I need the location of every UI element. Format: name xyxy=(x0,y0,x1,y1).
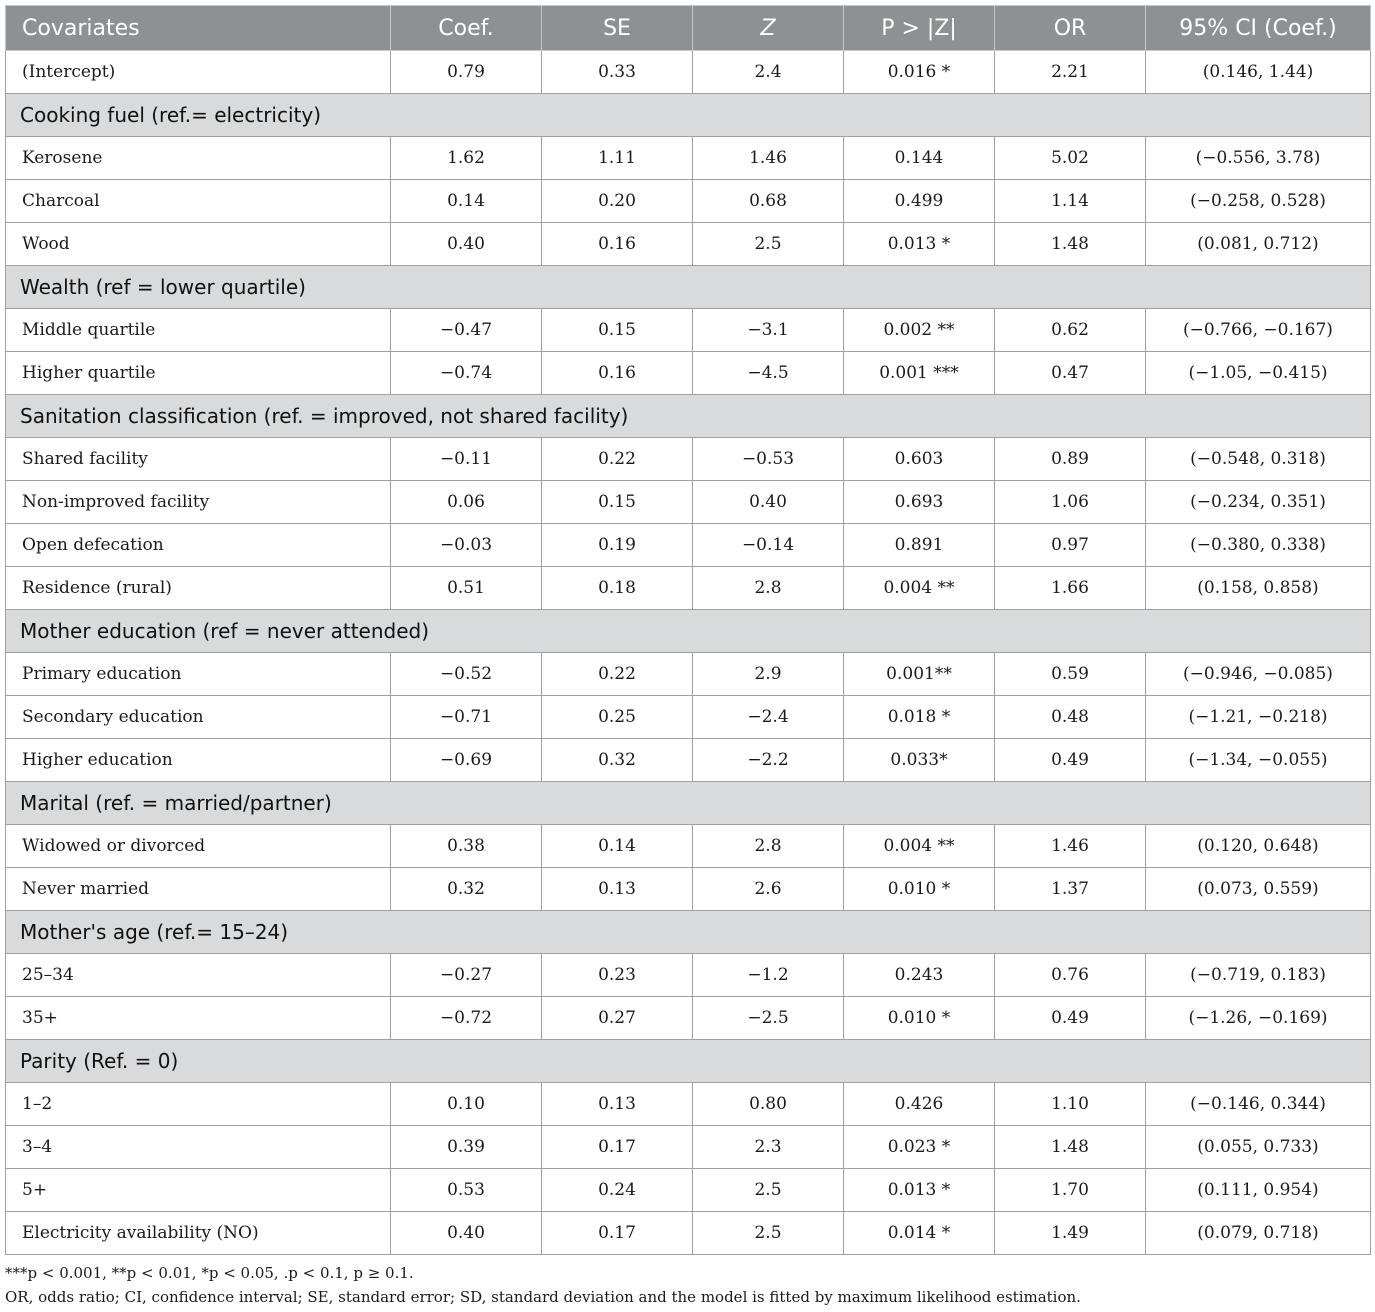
table-row xyxy=(6,954,1371,997)
table-row xyxy=(6,997,1371,1040)
table-row xyxy=(6,1126,1371,1169)
p-value-cell: 0.010 * xyxy=(844,997,995,1040)
se-cell: 0.16 xyxy=(542,352,693,395)
p-value-cell: 0.013 * xyxy=(844,223,995,266)
ci-cell: (−1.21, −0.218) xyxy=(1146,696,1371,739)
section-header-row xyxy=(6,266,1371,309)
se-cell: 0.15 xyxy=(542,309,693,352)
se-cell: 0.14 xyxy=(542,825,693,868)
coef-cell: −0.69 xyxy=(391,739,542,782)
table-row xyxy=(6,567,1371,610)
or-cell: 0.49 xyxy=(995,997,1146,1040)
se-cell: 0.13 xyxy=(542,1083,693,1126)
table-row xyxy=(6,653,1371,696)
or-cell: 0.62 xyxy=(995,309,1146,352)
p-value-cell: 0.016 * xyxy=(844,51,995,94)
coef-cell: 0.79 xyxy=(391,51,542,94)
z-cell: −0.53 xyxy=(693,438,844,481)
covariate-cell: Open defecation xyxy=(6,524,391,567)
or-cell: 0.97 xyxy=(995,524,1146,567)
table-row xyxy=(6,137,1371,180)
covariate-cell: 3–4 xyxy=(6,1126,391,1169)
coef-cell: 0.40 xyxy=(391,223,542,266)
covariate-cell: Wood xyxy=(6,223,391,266)
z-cell: 2.6 xyxy=(693,868,844,911)
ci-cell: (−0.766, −0.167) xyxy=(1146,309,1371,352)
coef-cell: 0.14 xyxy=(391,180,542,223)
coef-cell: 0.51 xyxy=(391,567,542,610)
z-cell: 0.40 xyxy=(693,481,844,524)
table-row xyxy=(6,524,1371,567)
regression-table xyxy=(5,5,1371,1255)
covariate-cell: Non-improved facility xyxy=(6,481,391,524)
covariate-cell: 1–2 xyxy=(6,1083,391,1126)
covariate-cell: Higher education xyxy=(6,739,391,782)
coef-cell: −0.52 xyxy=(391,653,542,696)
se-cell: 0.27 xyxy=(542,997,693,1040)
or-cell: 1.48 xyxy=(995,223,1146,266)
covariate-cell: Primary education xyxy=(6,653,391,696)
se-cell: 0.20 xyxy=(542,180,693,223)
ci-cell: (−1.05, −0.415) xyxy=(1146,352,1371,395)
se-cell: 0.16 xyxy=(542,223,693,266)
coef-cell: −0.03 xyxy=(391,524,542,567)
coef-cell: −0.74 xyxy=(391,352,542,395)
section-label: Marital (ref. = married/partner) xyxy=(6,782,1371,825)
z-cell: −0.14 xyxy=(693,524,844,567)
z-cell: 2.5 xyxy=(693,1212,844,1255)
p-value-cell: 0.004 ** xyxy=(844,567,995,610)
or-cell: 1.70 xyxy=(995,1169,1146,1212)
table-row xyxy=(6,180,1371,223)
ci-cell: (−1.26, −0.169) xyxy=(1146,997,1371,1040)
regression-table-figure xyxy=(5,5,1370,1309)
section-label: Parity (Ref. = 0) xyxy=(6,1040,1371,1083)
section-header-row xyxy=(6,395,1371,438)
se-cell: 0.25 xyxy=(542,696,693,739)
p-value-cell: 0.004 ** xyxy=(844,825,995,868)
or-cell: 0.48 xyxy=(995,696,1146,739)
table-row xyxy=(6,696,1371,739)
header-coef: Coef. xyxy=(391,6,542,51)
or-cell: 0.47 xyxy=(995,352,1146,395)
coef-cell: −0.71 xyxy=(391,696,542,739)
or-cell: 1.49 xyxy=(995,1212,1146,1255)
p-value-cell: 0.891 xyxy=(844,524,995,567)
z-cell: 2.4 xyxy=(693,51,844,94)
p-value-cell: 0.693 xyxy=(844,481,995,524)
p-value-cell: 0.426 xyxy=(844,1083,995,1126)
table-footnotes xyxy=(5,1261,1370,1309)
or-cell: 1.66 xyxy=(995,567,1146,610)
coef-cell: −0.27 xyxy=(391,954,542,997)
or-cell: 0.89 xyxy=(995,438,1146,481)
header-or: OR xyxy=(995,6,1146,51)
ci-cell: (−0.556, 3.78) xyxy=(1146,137,1371,180)
table-row xyxy=(6,481,1371,524)
ci-cell: (−0.719, 0.183) xyxy=(1146,954,1371,997)
table-row xyxy=(6,868,1371,911)
covariate-cell: Electricity availability (NO) xyxy=(6,1212,391,1255)
header-ci: 95% CI (Coef.) xyxy=(1146,6,1371,51)
ci-cell: (−0.548, 0.318) xyxy=(1146,438,1371,481)
se-cell: 0.17 xyxy=(542,1212,693,1255)
table-row xyxy=(6,438,1371,481)
ci-cell: (0.055, 0.733) xyxy=(1146,1126,1371,1169)
ci-cell: (0.073, 0.559) xyxy=(1146,868,1371,911)
p-value-cell: 0.001 *** xyxy=(844,352,995,395)
or-cell: 1.48 xyxy=(995,1126,1146,1169)
p-value-cell: 0.033* xyxy=(844,739,995,782)
ci-cell: (−0.234, 0.351) xyxy=(1146,481,1371,524)
coef-cell: −0.47 xyxy=(391,309,542,352)
z-cell: −2.5 xyxy=(693,997,844,1040)
p-value-cell: 0.001** xyxy=(844,653,995,696)
ci-cell: (0.081, 0.712) xyxy=(1146,223,1371,266)
or-cell: 5.02 xyxy=(995,137,1146,180)
covariate-cell: 35+ xyxy=(6,997,391,1040)
p-value-cell: 0.013 * xyxy=(844,1169,995,1212)
ci-cell: (−0.946, −0.085) xyxy=(1146,653,1371,696)
p-value-cell: 0.144 xyxy=(844,137,995,180)
or-cell: 1.10 xyxy=(995,1083,1146,1126)
footnote-significance: ***p < 0.001, **p < 0.01, *p < 0.05, .p < 0.1, p ≥ 0.1. xyxy=(5,1264,414,1282)
section-header-row xyxy=(6,94,1371,137)
p-value-cell: 0.603 xyxy=(844,438,995,481)
p-value-cell: 0.018 * xyxy=(844,696,995,739)
table-row xyxy=(6,825,1371,868)
se-cell: 0.24 xyxy=(542,1169,693,1212)
section-label: Cooking fuel (ref.= electricity) xyxy=(6,94,1371,137)
z-cell: 0.80 xyxy=(693,1083,844,1126)
ci-cell: (−0.146, 0.344) xyxy=(1146,1083,1371,1126)
covariate-cell: Higher quartile xyxy=(6,352,391,395)
table-row xyxy=(6,352,1371,395)
or-cell: 1.06 xyxy=(995,481,1146,524)
z-cell: 2.8 xyxy=(693,567,844,610)
or-cell: 0.76 xyxy=(995,954,1146,997)
ci-cell: (0.158, 0.858) xyxy=(1146,567,1371,610)
section-label: Sanitation classification (ref. = improved, not shared facility) xyxy=(6,395,1371,438)
covariate-cell: 5+ xyxy=(6,1169,391,1212)
coef-cell: 0.32 xyxy=(391,868,542,911)
or-cell: 1.14 xyxy=(995,180,1146,223)
se-cell: 0.13 xyxy=(542,868,693,911)
se-cell: 0.23 xyxy=(542,954,693,997)
z-cell: −4.5 xyxy=(693,352,844,395)
table-row xyxy=(6,223,1371,266)
table-header-row xyxy=(6,6,1371,51)
coef-cell: −0.72 xyxy=(391,997,542,1040)
ci-cell: (−0.380, 0.338) xyxy=(1146,524,1371,567)
section-label: Wealth (ref = lower quartile) xyxy=(6,266,1371,309)
z-cell: −2.2 xyxy=(693,739,844,782)
footnote-abbreviations: OR, odds ratio; CI, confidence interval; SE, standard error; SD, standard deviation and the model is fitted by maximum likelihood estimation. xyxy=(5,1288,1081,1306)
section-header-row xyxy=(6,782,1371,825)
p-value-cell: 0.023 * xyxy=(844,1126,995,1169)
z-cell: 2.5 xyxy=(693,1169,844,1212)
or-cell: 1.37 xyxy=(995,868,1146,911)
table-row xyxy=(6,739,1371,782)
covariate-cell: Secondary education xyxy=(6,696,391,739)
ci-cell: (−1.34, −0.055) xyxy=(1146,739,1371,782)
se-cell: 0.18 xyxy=(542,567,693,610)
ci-cell: (0.079, 0.718) xyxy=(1146,1212,1371,1255)
ci-cell: (0.120, 0.648) xyxy=(1146,825,1371,868)
section-header-row xyxy=(6,610,1371,653)
z-cell: −2.4 xyxy=(693,696,844,739)
covariate-cell: Charcoal xyxy=(6,180,391,223)
se-cell: 0.19 xyxy=(542,524,693,567)
coef-cell: 1.62 xyxy=(391,137,542,180)
p-value-cell: 0.002 ** xyxy=(844,309,995,352)
section-header-row xyxy=(6,1040,1371,1083)
z-cell: 0.68 xyxy=(693,180,844,223)
section-header-row xyxy=(6,911,1371,954)
coef-cell: 0.53 xyxy=(391,1169,542,1212)
table-row xyxy=(6,1083,1371,1126)
header-z: Z xyxy=(693,6,844,51)
coef-cell: 0.10 xyxy=(391,1083,542,1126)
coef-cell: 0.39 xyxy=(391,1126,542,1169)
se-cell: 0.32 xyxy=(542,739,693,782)
z-cell: 2.5 xyxy=(693,223,844,266)
z-cell: 2.9 xyxy=(693,653,844,696)
z-cell: 2.8 xyxy=(693,825,844,868)
section-label: Mother education (ref = never attended) xyxy=(6,610,1371,653)
z-cell: 1.46 xyxy=(693,137,844,180)
ci-cell: (0.146, 1.44) xyxy=(1146,51,1371,94)
table-body xyxy=(6,51,1371,1255)
covariate-cell: Kerosene xyxy=(6,137,391,180)
z-cell: −1.2 xyxy=(693,954,844,997)
header-p-value: P > |Z| xyxy=(844,6,995,51)
coef-cell: 0.06 xyxy=(391,481,542,524)
covariate-cell: 25–34 xyxy=(6,954,391,997)
coef-cell: 0.38 xyxy=(391,825,542,868)
section-label: Mother's age (ref.= 15–24) xyxy=(6,911,1371,954)
se-cell: 0.22 xyxy=(542,653,693,696)
or-cell: 1.46 xyxy=(995,825,1146,868)
table-row xyxy=(6,309,1371,352)
se-cell: 0.22 xyxy=(542,438,693,481)
z-cell: 2.3 xyxy=(693,1126,844,1169)
coef-cell: 0.40 xyxy=(391,1212,542,1255)
ci-cell: (0.111, 0.954) xyxy=(1146,1169,1371,1212)
coef-cell: −0.11 xyxy=(391,438,542,481)
covariate-cell: Never married xyxy=(6,868,391,911)
covariate-cell: Widowed or divorced xyxy=(6,825,391,868)
se-cell: 0.33 xyxy=(542,51,693,94)
p-value-cell: 0.010 * xyxy=(844,868,995,911)
header-covariates: Covariates xyxy=(6,6,391,51)
header-se: SE xyxy=(542,6,693,51)
or-cell: 0.59 xyxy=(995,653,1146,696)
covariate-cell: (Intercept) xyxy=(6,51,391,94)
se-cell: 0.15 xyxy=(542,481,693,524)
covariate-cell: Shared facility xyxy=(6,438,391,481)
p-value-cell: 0.243 xyxy=(844,954,995,997)
covariate-cell: Middle quartile xyxy=(6,309,391,352)
se-cell: 1.11 xyxy=(542,137,693,180)
z-cell: −3.1 xyxy=(693,309,844,352)
table-row xyxy=(6,1212,1371,1255)
se-cell: 0.17 xyxy=(542,1126,693,1169)
or-cell: 0.49 xyxy=(995,739,1146,782)
p-value-cell: 0.499 xyxy=(844,180,995,223)
ci-cell: (−0.258, 0.528) xyxy=(1146,180,1371,223)
or-cell: 2.21 xyxy=(995,51,1146,94)
covariate-cell: Residence (rural) xyxy=(6,567,391,610)
table-row xyxy=(6,1169,1371,1212)
table-row xyxy=(6,51,1371,94)
p-value-cell: 0.014 * xyxy=(844,1212,995,1255)
